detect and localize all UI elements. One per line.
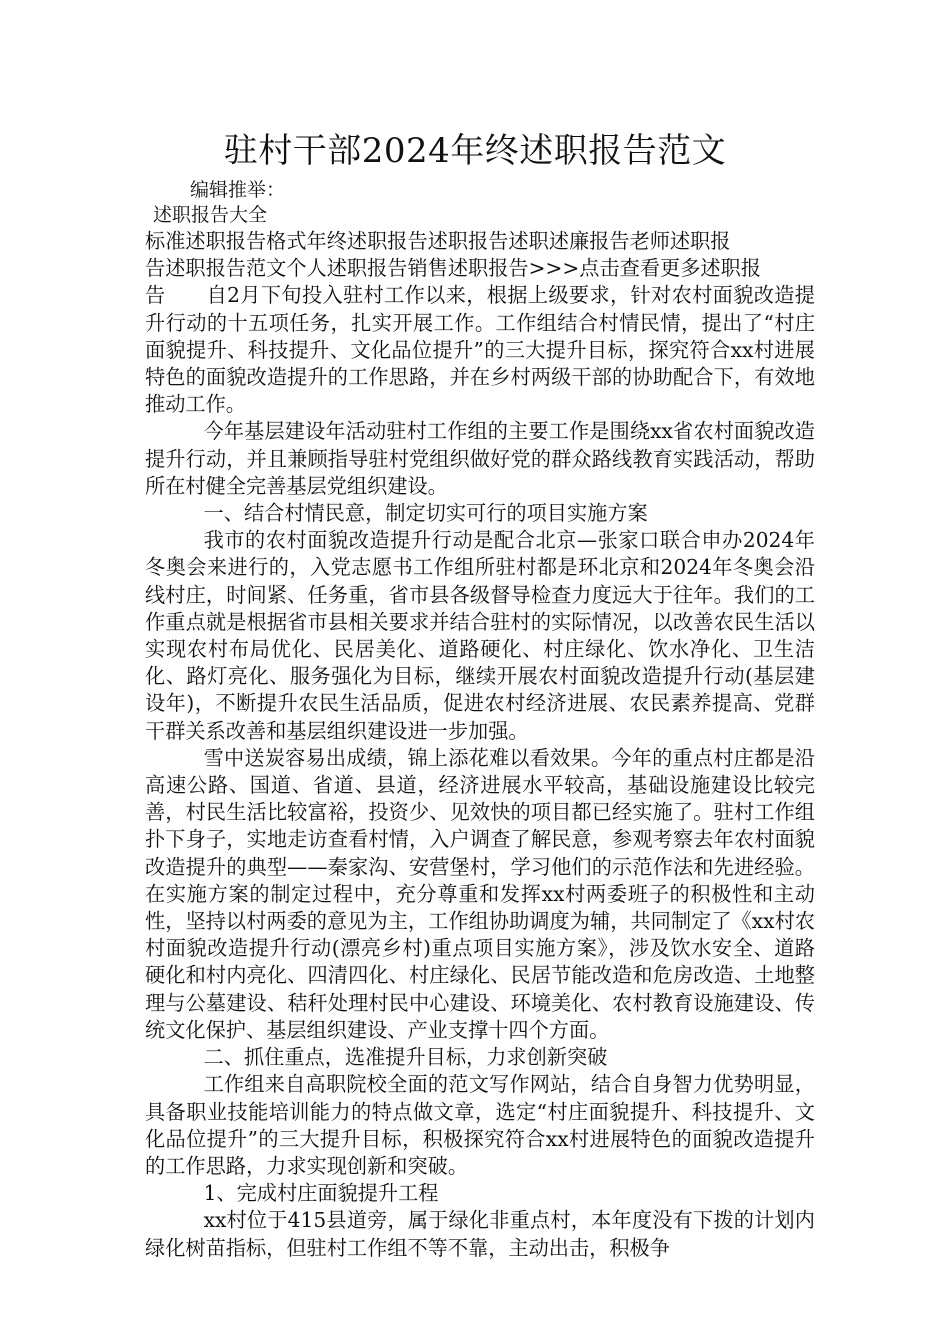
document-body (145, 228, 815, 1262)
related-links-line[interactable]: 标准述职报告格式年终述职报告述职报告述职述廉报告老师述职报 (145, 229, 731, 253)
subsection-heading: 1、完成村庄面貌提升工程 (203, 1181, 439, 1206)
section-heading: 一、结合村情民意，制定切实可行的项目实施方案 (203, 501, 648, 526)
section-heading: 二、抓住重点，选准提升目标，力求创新突破 (203, 1045, 608, 1070)
editor-label: 编辑推举： (190, 179, 286, 201)
document-title: 驻村干部2024年终述职报告范文 (223, 131, 727, 171)
collection-label: 述职报告大全 (153, 204, 268, 226)
paragraph: 雪中送炭容易出成绩，锦上添花难以看效果。今年的重点村庄都是沿高速公路、国道、省道、县道，经济进展水平较高，基础设施建设比较完善，村民生活比较富裕，投资少、见效快的项目都已经实施了。驻村工作组扑下身子，实地走访查看村情，入户调查了解民意，参观考察去年农村面貌改造提升的典型——秦家沟、安营堡村，学习他们的示范作法和先进经验。在实施方案的制定过程中，充分尊重和发挥xx村两委班子的积极性和主动性，坚持以村两委的意见为主，工作组协助调度为辅，共同制定了《xx村农村面貌改造提升行动(漂亮乡村)重点项目实施方案》，涉及饮水安全、道路硬化和村内亮化、四清四化、村庄绿化、民居节能改造和危房改造、土地整理与公墓建设、秸秆处理村民中心建设、环境美化、农村教育设施建设、传统文化保护、基层组织建设、产业支撑十四个方面。 (145, 745, 815, 1042)
paragraph: 告 自2月下旬投入驻村工作以来，根据上级要求，针对农村面貌改造提升行动的十五项任务，扎实开展工作。工作组结合村情民情，提出了“村庄面貌提升、科技提升、文化品位提升”的三大提升目标，探究符合xx村进展特色的面貌改造提升的工作思路，并在乡村两级干部的协助配合下，有效地推动工作。 (145, 283, 815, 417)
paragraph: xx村位于415县道旁，属于绿化非重点村，本年度没有下拨的计划内绿化树苗指标，但驻村工作组不等不靠，主动出击，积极争 (145, 1208, 815, 1260)
related-links-line[interactable]: 告述职报告范文个人述职报告销售述职报告>>>点击查看更多述职报 (145, 256, 761, 281)
paragraph: 今年基层建设年活动驻村工作组的主要工作是围绕xx省农村面貌改造提升行动，并且兼顾指导驻村党组织做好党的群众路线教育实践活动，帮助所在村健全完善基层党组织建设。 (145, 419, 815, 498)
paragraph: 我市的农村面貌改造提升行动是配合北京—张家口联合申办2024年冬奥会来进行的，入党志愿书工作组所驻村都是环北京和2024年冬奥会沿线村庄，时间紧、任务重，省市县各级督导检查力度远大于往年。我们的工作重点就是根据省市县相关要求并结合驻村的实际情况，以改善农民生活以实现农村布局优化、民居美化、道路硬化、村庄绿化、饮水净化、卫生洁化、路灯亮化、服务强化为目标，继续开展农村面貌改造提升行动(基层建设年)，不断提升农民生活品质，促进农村经济进展、农民素养提高、党群干群关系改善和基层组织建设进一步加强。 (145, 528, 815, 743)
paragraph: 工作组来自高职院校全面的范文写作网站，结合自身智力优势明显，具备职业技能培训能力的特点做文章，选定“村庄面貌提升、科技提升、文化品位提升”的三大提升目标，积极探究符合xx村进展特色的面貌改造提升的工作思路，力求实现创新和突破。 (145, 1072, 815, 1178)
